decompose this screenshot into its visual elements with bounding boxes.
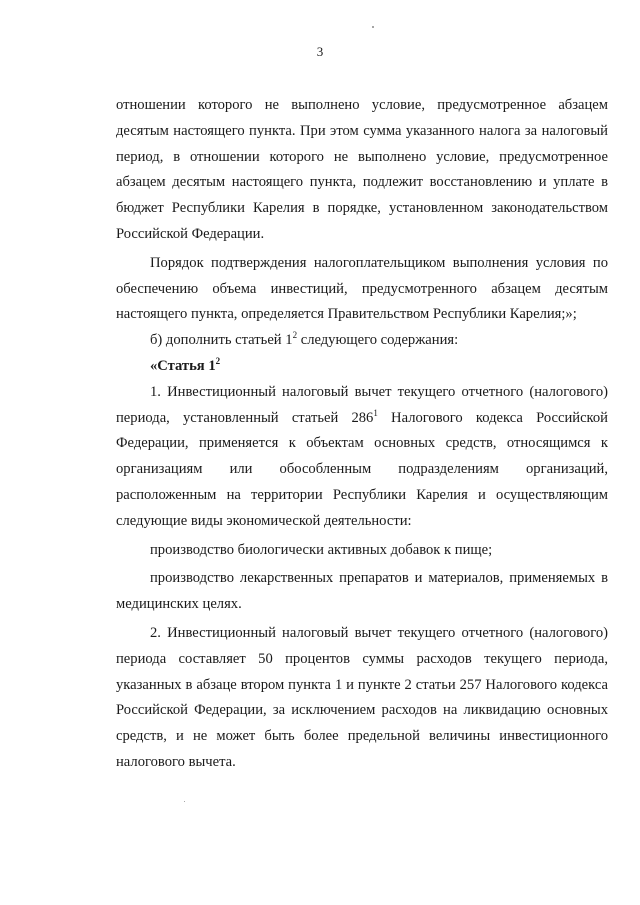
paragraph-activity-medicines: производство лекарственных препаратов и материалов, применяемых в медицинских целях. (116, 570, 608, 613)
paragraph-amendment-b (116, 328, 608, 354)
amendment-b-text: б) дополнить статьей 1 (150, 332, 293, 349)
document-body (116, 93, 608, 776)
amendment-b-text-end: следующего содержания: (297, 332, 459, 349)
article-heading (116, 354, 608, 380)
page-number: 3 (316, 44, 324, 59)
scan-speck (184, 801, 185, 802)
clause-1-text: 1. Инвестиционный налоговый вычет текущего отчетного (налогового) периода, установленный статьей 286 (116, 383, 608, 426)
article-heading-text: «Статья 1 (150, 357, 216, 374)
clause-1-text-end: Налогового кодекса Российской Федерации, применяется к объектам основных средств, относящимся к организациям или обособленным подразделениям организаций, расположенным на территории Республики Карелия и осуществляющим следующие виды экономической деятельности: (116, 409, 608, 529)
clause-1-superscript: 1 (373, 407, 378, 418)
paragraph-tax-restoration: отношении которого не выполнено условие, предусмотренное абзацем десятым настоящего пункта. При этом сумма указанного налога за налоговый период, в отношении которого не выполнено условие, предусмотренное абзацем десятым настоящего пункта, подлежит восстановлению и уплате в бюджет Республики Карелия в порядке, установленном законодательством Российской Федерации. (116, 97, 608, 242)
paragraph-confirmation-procedure: Порядок подтверждения налогоплательщиком выполнения условия по обеспечению объема инвестиций, предусмотренного абзацем десятым настоящего пункта, определяется Правительством Республики Карелия;»; (116, 254, 608, 323)
amendment-b-superscript: 2 (292, 330, 298, 341)
article-heading-superscript: 2 (215, 355, 221, 366)
paragraph-clause-2: 2. Инвестиционный налоговый вычет текущего отчетного (налогового) периода составляет 50 процентов суммы расходов текущего периода, указанных в абзаце втором пункта 1 и пункте 2 статьи 257 Налогового кодекса Российской Федерации, за исключением расходов на ликвидацию основных средств, и не может быть более предельной величины инвестиционного налогового вычета. (116, 624, 608, 770)
paragraph-clause-1 (116, 380, 608, 535)
paragraph-activity-supplements: производство биологически активных добавок к пище; (150, 541, 493, 558)
scan-speck (372, 26, 374, 28)
